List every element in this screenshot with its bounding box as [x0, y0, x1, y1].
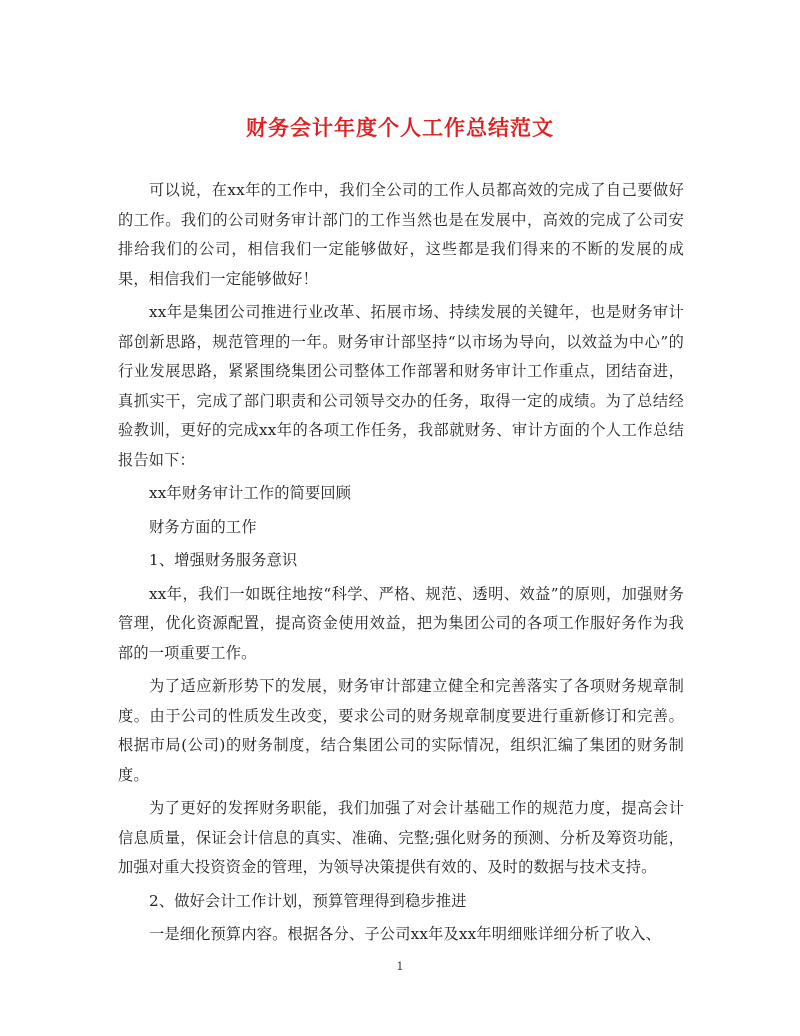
paragraph-overview: xx年是集团公司推进行业改革、拓展市场、持续发展的关键年，也是财务审计部创新思路，规范管理的一年。财务审计部坚持“以市场为导向，以效益为中心”的行业发展思路，紧紧围绕集团公司整体工作部署和财务审计工作重点，团结奋进，真抓实干，完成了部门职责和公司领导交办的任务，取得一定的成绩。为了总结经验教训，更好的完成xx年的各项工作任务，我部就财务、审计方面的个人工作总结报告如下：: [118, 303, 684, 469]
section-heading-finance: 财务方面的工作: [149, 517, 257, 536]
paragraph-principles: xx年，我们一如既往地按“科学、严格、规范、透明、效益”的原则，加强财务管理，优化资源配置，提高资金使用效益，把为集团公司的各项工作服好务作为我部的一项重要工作。: [118, 584, 684, 662]
subheading-budget-plan: 2、做好会计工作计划，预算管理得到稳步推进: [149, 891, 467, 910]
document-title: 财务会计年度个人工作总结范文: [246, 116, 554, 140]
paragraph-budget-detail: 一是细化预算内容。根据各分、子公司xx年及xx年明细账详细分析了收入、: [149, 925, 662, 943]
paragraph-accounting-quality: 为了更好的发挥财务职能，我们加强了对会计基础工作的规范力度，提高会计信息质量，保证会计信息的真实、准确、完整;强化财务的预测、分析及筹资功能，加强对重大投资资金的管理，为领导决策提供有效的、及时的数据与技术支持。: [118, 799, 684, 876]
section-heading-review: xx年财务审计工作的简要回顾: [149, 484, 352, 502]
paragraph-intro: 可以说，在xx年的工作中，我们全公司的工作人员都高效的完成了自己要做好的工作。我们的公司财务审计部门的工作当然也是在发展中，高效的完成了公司安排给我们的公司，相信我们一定能够做好，这些都是我们得来的不断的发展的成果，相信我们一定能够做好！: [118, 181, 684, 288]
paragraph-regulations: 为了适应新形势下的发展，财务审计部建立健全和完善落实了各项财务规章制度。由于公司的性质发生改变，要求公司的财务规章制度要进行重新修订和完善。根据市局(公司)的财务制度，结合集团公司的实际情况，组织汇编了集团的财务制度。: [118, 677, 684, 784]
document-body: [118, 176, 684, 950]
subheading-service-awareness: 1、增强财务服务意识: [149, 551, 298, 569]
page-number: 1: [396, 960, 404, 973]
